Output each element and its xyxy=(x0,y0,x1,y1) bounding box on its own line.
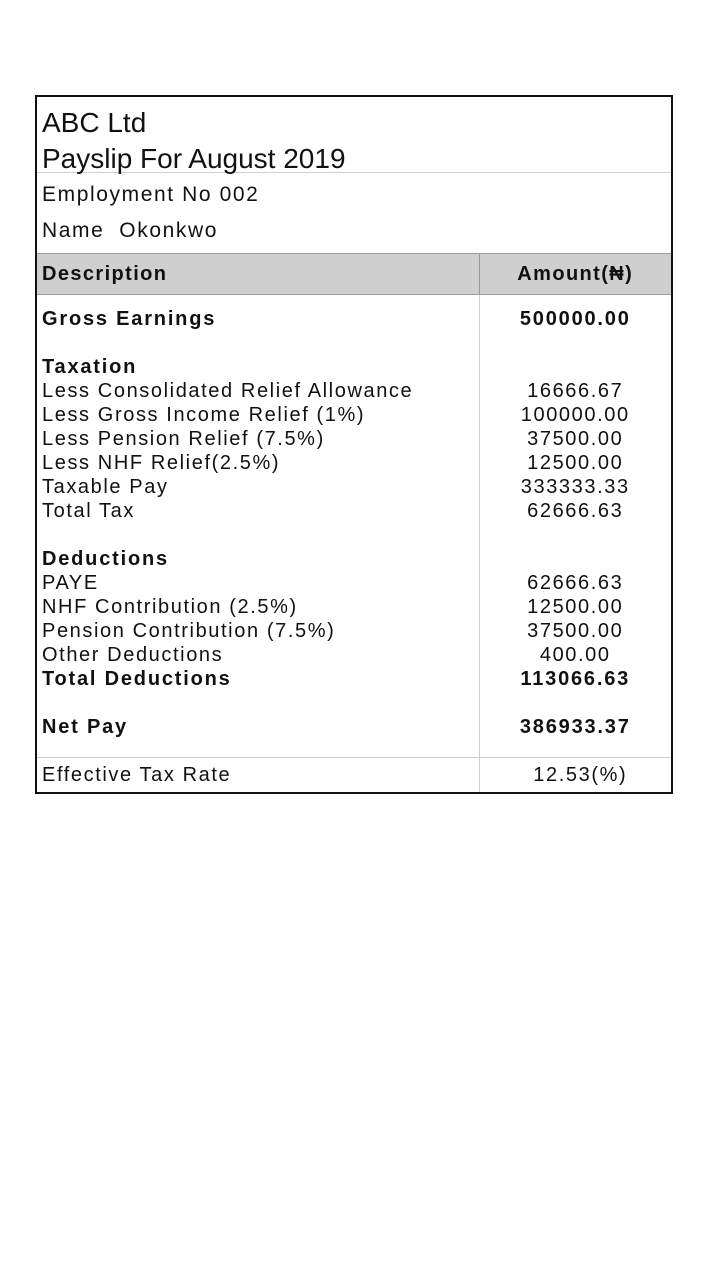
taxation-item-value: 37500.00 xyxy=(527,428,624,450)
taxation-item-value: 62666.63 xyxy=(527,500,624,522)
table-header-row xyxy=(37,254,671,295)
taxation-item-value: 12500.00 xyxy=(527,452,624,474)
deduction-item-value: 37500.00 xyxy=(527,620,624,642)
taxation-item-label: Total Tax xyxy=(42,500,135,522)
taxation-title: Taxation xyxy=(42,356,138,378)
effective-tax-row xyxy=(37,758,671,793)
total-deductions-value: 113066.63 xyxy=(520,668,631,690)
net-pay-label: Net Pay xyxy=(42,716,128,738)
deduction-item-label: Pension Contribution (7.5%) xyxy=(42,620,336,642)
amount-column xyxy=(479,295,671,758)
taxation-item-label: Less Consolidated Relief Allowance xyxy=(42,380,414,402)
deduction-item-value: 12500.00 xyxy=(527,596,624,618)
taxation-item-value: 16666.67 xyxy=(527,380,624,402)
payslip-period: Payslip For August 2019 xyxy=(42,143,346,174)
net-pay-value: 386933.37 xyxy=(519,716,631,738)
taxation-item-label: Less Gross Income Relief (1%) xyxy=(42,404,366,426)
total-deductions-label: Total Deductions xyxy=(42,668,232,690)
amount-header: Amount(₦) xyxy=(479,254,671,295)
taxation-item-value: 333333.33 xyxy=(520,476,630,498)
deduction-item-label: PAYE xyxy=(42,572,99,594)
payslip-header xyxy=(37,97,671,173)
taxation-item-label: Less Pension Relief (7.5%) xyxy=(42,428,325,450)
employee-name: Name Okonkwo xyxy=(42,219,219,242)
company-name: ABC Ltd xyxy=(42,107,147,138)
effective-tax-label: Effective Tax Rate xyxy=(37,758,479,793)
description-column xyxy=(37,295,479,758)
deduction-item-label: Other Deductions xyxy=(42,644,224,666)
employment-number: Employment No 002 xyxy=(42,183,260,206)
taxation-item-label: Taxable Pay xyxy=(42,476,169,498)
table-body-row xyxy=(37,295,671,758)
gross-earnings-value: 500000.00 xyxy=(519,308,631,330)
description-header: Description xyxy=(37,254,479,295)
payslip xyxy=(35,95,673,794)
deduction-item-label: NHF Contribution (2.5%) xyxy=(42,596,298,618)
taxation-item-label: Less NHF Relief(2.5%) xyxy=(42,452,281,474)
payslip-table xyxy=(37,254,671,792)
deductions-title: Deductions xyxy=(42,548,169,570)
gross-earnings-label: Gross Earnings xyxy=(42,308,217,330)
deduction-item-value: 62666.63 xyxy=(527,572,624,594)
taxation-item-value: 100000.00 xyxy=(520,404,630,426)
employee-info xyxy=(37,173,671,254)
deduction-item-value: 400.00 xyxy=(539,644,611,666)
effective-tax-value: 12.53(%) xyxy=(479,758,671,793)
